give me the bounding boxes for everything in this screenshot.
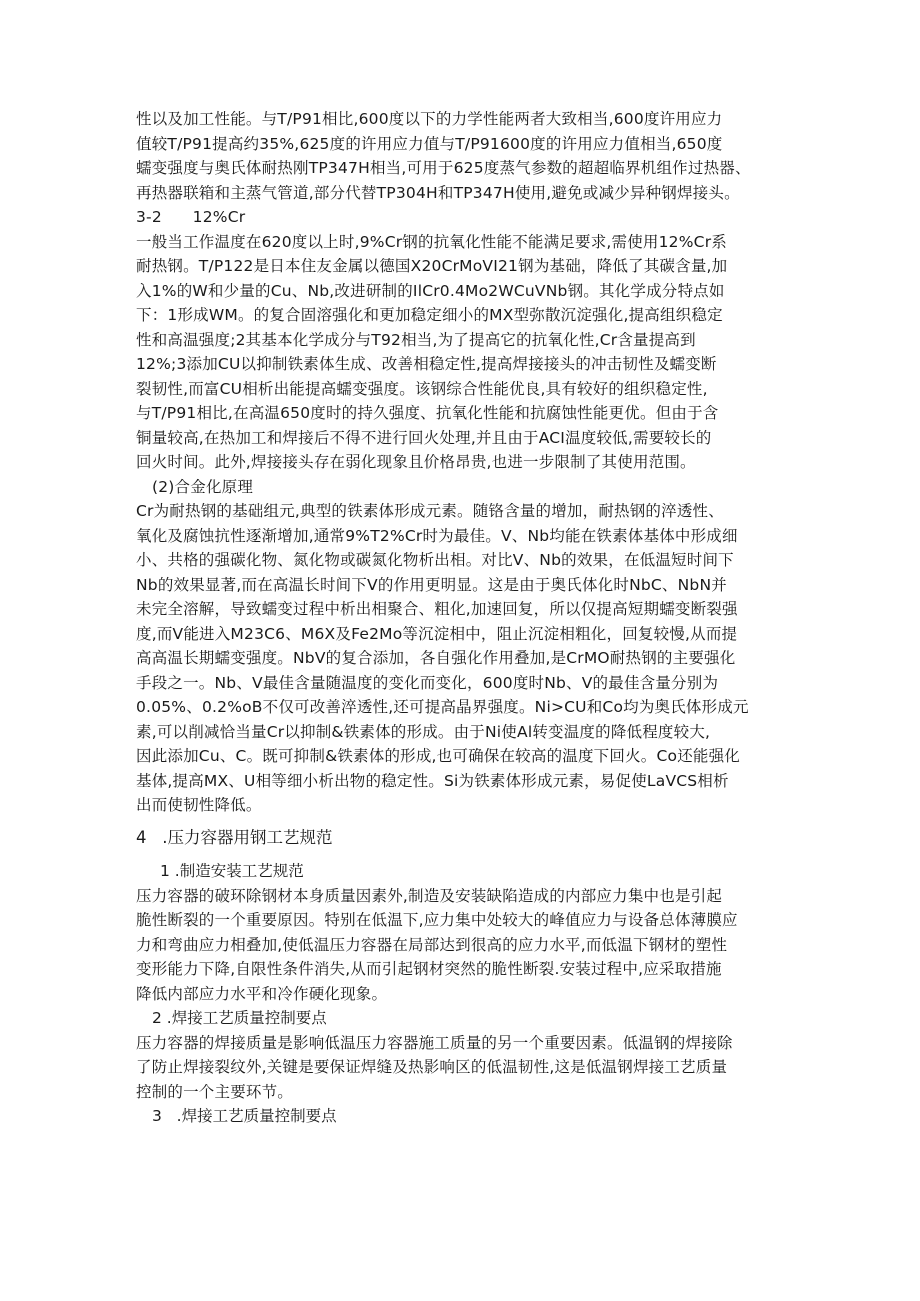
text-line: 变形能力下降,自限性条件消失,从而引起钢材突然的脆性断裂.安装过程中,应采取措施 xyxy=(136,960,722,978)
subsection-heading-4-3: 3 .焊接工艺质量控制要点 xyxy=(152,1107,337,1125)
section-heading-3-2 xyxy=(136,205,796,230)
text-line: 回火时间。此外,焊接接头存在弱化现象且价格昂贵,也进一步限制了其使用范围。 xyxy=(136,453,696,471)
heading-text: (2)合金化原理 xyxy=(152,477,254,496)
text-line: 高高温长期蠕变强度。NbV的复合添加，各自强化作用叠加,是CrMO耐热钢的主要强化 xyxy=(136,649,736,667)
text-line: 裂韧性,而富CU相析出能提高蠕变强度。该钢综合性能优良,具有较好的组织稳定性, xyxy=(136,379,708,398)
text-line: 氧化及腐蚀抗性逐渐增加,通常9%T2%Cr时为最佳。V、Nb均能在铁素体基体中形成细 xyxy=(136,526,738,545)
subsection-heading-4-2: 2 .焊接工艺质量控制要点 xyxy=(152,1009,327,1027)
text-line: 因此添加Cu、C。既可抑制&铁素体的形成,也可确保在较高的温度下回火。Co还能强化 xyxy=(136,747,740,765)
paragraph-alloying-principle xyxy=(136,499,796,818)
text-line: 力和弯曲应力相叠加,使低温压力容器在局部达到很高的应力水平,而低温下钢材的塑性 xyxy=(136,935,728,954)
text-line: 12%;3添加CU以抑制铁素体生成、改善相稳定性,提高焊接接头的冲击韧性及蠕变断 xyxy=(136,355,717,373)
text-line: 性以及加工性能。与T/P91相比,600度以下的力学性能两者大致相当,600度许用应力 xyxy=(136,110,723,128)
text-line: 一般当工作温度在620度以上时,9%Cr钢的抗氧化性能不能满足要求,需使用12%Cr系 xyxy=(136,232,727,251)
text-line: 入1%的W和少量的Cu、Nb,改进研制的IlCr0.4Mo2WCuVNb钢。其化学成分特点如 xyxy=(136,281,725,300)
text-line: 下：1形成WM。的复合固溶强化和更加稳定细小的MX型弥散沉淀强化,提高组织稳定 xyxy=(136,306,723,324)
text-line: 铜量较高,在热加工和焊接后不得不进行回火处理,并且由于ACI温度较低,需要较长的 xyxy=(136,428,712,447)
paragraph-manufacturing xyxy=(136,884,796,1007)
text-line: 压力容器的焊接质量是影响低温压力容器施工质量的另一个重要因素。低温钢的焊接除 xyxy=(136,1033,733,1052)
text-line: 再热器联箱和主蒸气管道,部分代替TP304H和TP347H使用,避免或减少异种钢焊接头。 xyxy=(136,183,740,202)
text-line: 0.05%、0.2%oB不仅可改善淬透性,还可提高晶界强度。Ni>CU和Co均为奥氏体形成元 xyxy=(136,698,749,716)
heading-text: 3-2 12%Cr xyxy=(136,208,246,226)
text-line: 素,可以削减恰当量Cr以抑制&铁素体的形成。由于Ni使Al转变温度的降低程度较大, xyxy=(136,722,711,741)
text-line: 出而使韧性降低。 xyxy=(136,796,262,814)
paragraph-welding xyxy=(136,1031,796,1105)
subsection-heading-4-1: 1 .制造安装工艺规范 xyxy=(160,862,304,880)
text-line: 控制的一个主要环节。 xyxy=(136,1082,294,1101)
text-line: 性和高温强度;2其基本化学成分与T92相当,为了提高它的抗氧化性,Cr含量提高到 xyxy=(136,330,696,349)
text-line: 了防止焊接裂纹外,关键是要保证焊缝及热影响区的低温韧性,这是低温钢焊接工艺质量 xyxy=(136,1058,728,1076)
text-line: 降低内部应力水平和冷作硬化现象。 xyxy=(136,984,388,1003)
text-line: 小、共格的强碳化物、氮化物或碳氮化物析出相。对比V、Nb的效果，在低温短时间下 xyxy=(136,551,734,569)
paragraph-12cr-steel xyxy=(136,230,796,475)
text-line: 压力容器的破环除钢材本身质量因素外,制造及安装缺陷造成的内部应力集中也是引起 xyxy=(136,886,723,905)
document-page xyxy=(136,107,796,1129)
text-line: 蠕变强度与奥氏体耐热刚TP347H相当,可用于625度蒸气参数的超超临界机组作过热器、 xyxy=(136,159,751,177)
text-line: 与T/P91相比,在高温650度时的持久强度、抗氧化性能和抗腐蚀性能更优。但由于含 xyxy=(136,404,719,422)
text-line: 基体,提高MX、U相等细小析出物的稳定性。Si为铁素体形成元素，易促使LaVCS相析 xyxy=(136,771,729,790)
paragraph-t-p92-summary xyxy=(136,107,796,205)
text-line: 度,而V能进入M23C6、M6X及Fe2Mo等沉淀相中，阻止沉淀相粗化，回复较慢,从而提 xyxy=(136,624,738,643)
text-line: 值较T/P91提高约35%,625度的许用应力值与T/P91600度的许用应力值相当,650度 xyxy=(136,134,723,153)
section-heading-alloying xyxy=(136,475,796,500)
section-heading-4: 4 .压力容器用钢工艺规范 xyxy=(136,827,333,847)
text-line: 脆性断裂的一个重要原因。特别在低温下,应力集中处较大的峰值应力与设备总体薄膜应 xyxy=(136,911,738,929)
text-line: 耐热钢。T/P122是日本住友金属以德国X20CrMoVI21钢为基础，降低了其碳含量,加 xyxy=(136,257,728,275)
text-line: 未完全溶解，导致蠕变过程中析出相聚合、粗化,加速回复，所以仅提高短期蠕变断裂强 xyxy=(136,600,738,618)
text-line: 手段之一。Nb、V最佳含量随温度的变化而变化，600度时Nb、V的最佳含量分别为 xyxy=(136,673,719,692)
text-line: Cr为耐热钢的基础组元,典型的铁素体形成元素。随铬含量的增加，耐热钢的淬透性、 xyxy=(136,502,724,520)
text-line: Nb的效果显著,而在高温长时间下V的作用更明显。这是由于奥氏体化时NbC、NbN并 xyxy=(136,575,727,594)
